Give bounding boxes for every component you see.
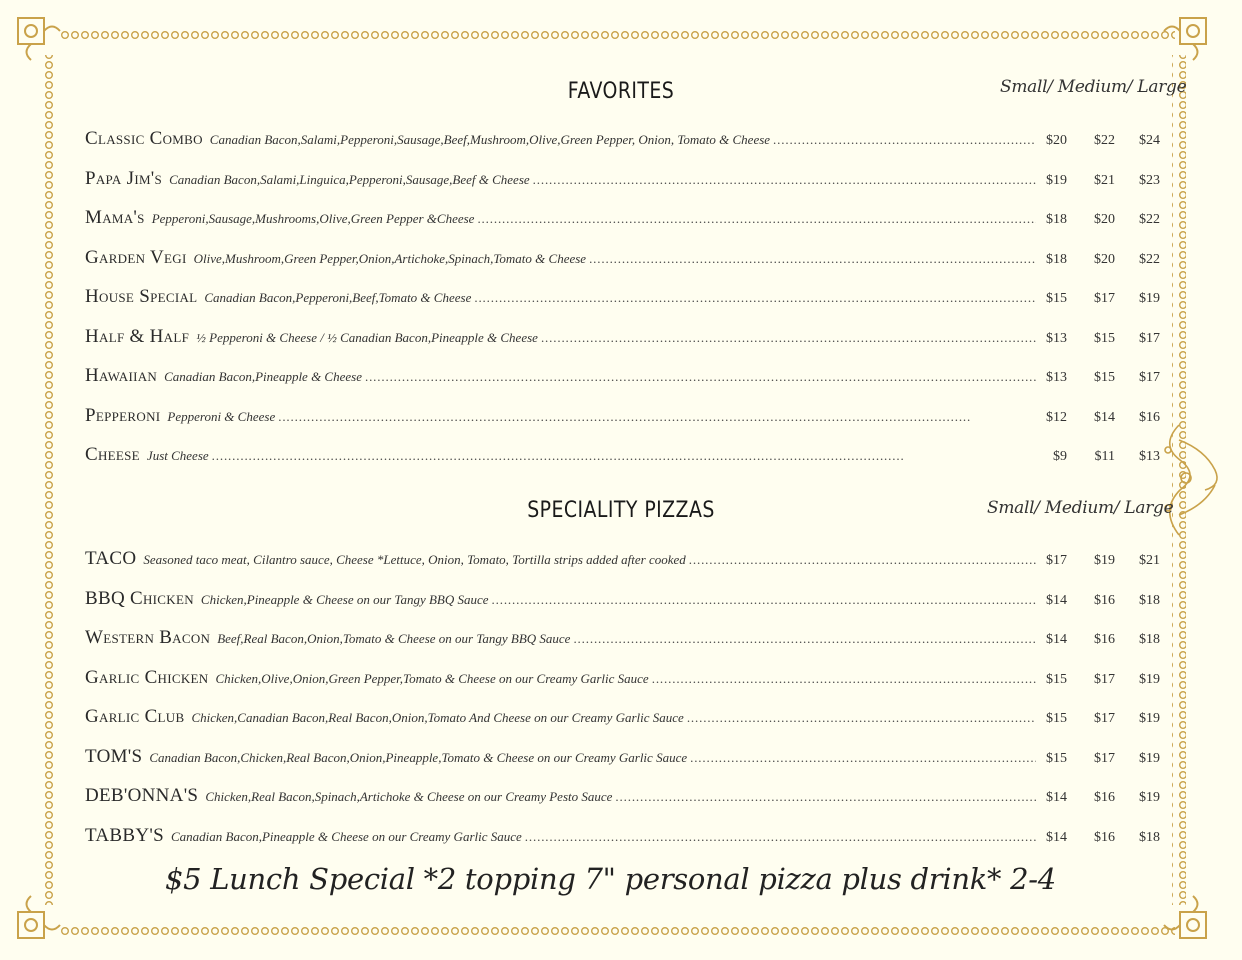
item-description: Canadian Bacon,Salami,Pepperoni,Sausage,Beef,Mushroom,Olive,Green Pepper, Onion, Tomato & Cheese bbox=[209, 132, 771, 147]
price-small: $14 bbox=[1046, 632, 1067, 647]
dot-leader bbox=[615, 789, 1036, 805]
dot-leader bbox=[278, 409, 1036, 425]
item-name: TOM'S bbox=[85, 745, 143, 767]
price-small: $18 bbox=[1046, 251, 1067, 267]
dot-leader bbox=[541, 330, 1036, 346]
price-large: $13 bbox=[1139, 449, 1160, 464]
dot-leader bbox=[212, 448, 1036, 464]
section-title-favorites: FAVORITES bbox=[567, 79, 675, 104]
size-header-speciality: Small/ Medium/ Large bbox=[987, 498, 1174, 518]
menu-item-row bbox=[85, 667, 1160, 693]
menu-item-row bbox=[85, 168, 1160, 194]
item-name: Cheese bbox=[85, 444, 140, 465]
menu-item-row bbox=[85, 326, 1160, 352]
item-name: TACO bbox=[85, 548, 137, 569]
item-name: TABBY'S bbox=[85, 824, 164, 846]
dot-leader bbox=[474, 290, 1036, 306]
item-description: Pepperoni,Sausage,Mushrooms,Olive,Green Pepper &Cheese bbox=[151, 211, 475, 226]
item-description: Chicken,Olive,Onion,Green Pepper,Tomato & Cheese on our Creamy Garlic Sauce bbox=[215, 670, 649, 686]
price-small: $19 bbox=[1046, 172, 1067, 188]
lunch-special-banner: $5 Lunch Special *2 topping 7" personal pizza plus drink* 2-4 bbox=[165, 862, 1056, 896]
price-medium: $17 bbox=[1094, 291, 1115, 306]
item-description: Canadian Bacon,Pineapple & Cheese on our Creamy Garlic Sauce bbox=[170, 828, 522, 844]
price-medium: $22 bbox=[1094, 133, 1115, 148]
item-description: ½ Pepperoni & Cheese / ½ Canadian Bacon,Pineapple & Cheese bbox=[196, 329, 538, 345]
price-large: $19 bbox=[1139, 291, 1160, 306]
price-medium: $11 bbox=[1094, 449, 1115, 464]
price-medium: $17 bbox=[1094, 671, 1115, 687]
price-medium: $20 bbox=[1094, 212, 1115, 227]
price-medium: $15 bbox=[1094, 330, 1115, 346]
item-name: Garlic Chicken bbox=[85, 666, 209, 688]
menu-item-row bbox=[85, 128, 1160, 154]
price-large: $19 bbox=[1139, 711, 1160, 726]
item-name: Papa Jim's bbox=[85, 167, 163, 189]
menu-item-row bbox=[85, 785, 1160, 811]
item-name: Mama's bbox=[85, 207, 145, 228]
dot-leader bbox=[477, 211, 1036, 227]
menu-item-row bbox=[85, 405, 1160, 431]
dot-leader bbox=[533, 172, 1036, 188]
item-description: Canadian Bacon,Pepperoni,Beef,Tomato & Cheese bbox=[204, 290, 472, 305]
item-description: Chicken,Real Bacon,Spinach,Artichoke & Cheese on our Creamy Pesto Sauce bbox=[205, 789, 613, 804]
dot-leader bbox=[589, 251, 1036, 267]
price-small: $14 bbox=[1046, 790, 1067, 805]
price-large: $18 bbox=[1139, 829, 1160, 845]
price-medium: $19 bbox=[1094, 553, 1115, 568]
item-name: Pepperoni bbox=[85, 404, 161, 426]
size-header-favorites: Small/ Medium/ Large bbox=[1000, 77, 1187, 97]
price-small: $9 bbox=[1053, 449, 1067, 464]
menu-item-row bbox=[85, 746, 1160, 772]
item-name: Half & Half bbox=[85, 325, 190, 347]
price-medium: $16 bbox=[1094, 592, 1115, 608]
menu-item-row bbox=[85, 627, 1160, 653]
item-description: Canadian Bacon,Chicken,Real Bacon,Onion,Pineapple,Tomato & Cheese on our Creamy Garlic Sauce bbox=[149, 749, 688, 765]
price-large: $21 bbox=[1139, 553, 1160, 568]
item-name: Garden Vegi bbox=[85, 246, 187, 268]
price-small: $17 bbox=[1046, 553, 1067, 568]
dot-leader bbox=[773, 132, 1036, 148]
price-small: $18 bbox=[1046, 212, 1067, 227]
menu-item-row bbox=[85, 286, 1160, 312]
item-name: Western Bacon bbox=[85, 627, 211, 648]
item-name: Classic Combo bbox=[85, 128, 203, 149]
item-name: House Special bbox=[85, 286, 198, 307]
price-medium: $15 bbox=[1094, 370, 1115, 385]
menu-item-row bbox=[85, 365, 1160, 391]
menu-item-row bbox=[85, 548, 1160, 574]
price-large: $19 bbox=[1139, 750, 1160, 766]
item-description: Pepperoni & Cheese bbox=[167, 408, 276, 424]
price-small: $15 bbox=[1046, 711, 1067, 726]
item-description: Beef,Real Bacon,Onion,Tomato & Cheese on our Tangy BBQ Sauce bbox=[217, 631, 571, 646]
price-small: $20 bbox=[1046, 133, 1067, 148]
price-medium: $17 bbox=[1094, 750, 1115, 766]
price-large: $17 bbox=[1139, 330, 1160, 346]
price-large: $19 bbox=[1139, 671, 1160, 687]
dot-leader bbox=[573, 631, 1036, 647]
item-description: Chicken,Pineapple & Cheese on our Tangy BBQ Sauce bbox=[200, 591, 489, 607]
price-medium: $14 bbox=[1094, 409, 1115, 425]
menu-item-row bbox=[85, 706, 1160, 732]
dot-leader bbox=[689, 552, 1036, 568]
item-description: Canadian Bacon,Pineapple & Cheese bbox=[164, 369, 362, 384]
price-medium: $21 bbox=[1094, 172, 1115, 188]
price-large: $23 bbox=[1139, 172, 1160, 188]
price-large: $17 bbox=[1139, 370, 1160, 385]
menu-item-row bbox=[85, 588, 1160, 614]
section-title-speciality: SPECIALITY PIZZAS bbox=[527, 498, 715, 523]
item-name: DEB'ONNA'S bbox=[85, 785, 199, 806]
price-medium: $17 bbox=[1094, 711, 1115, 726]
dot-leader bbox=[365, 369, 1036, 385]
price-large: $19 bbox=[1139, 790, 1160, 805]
dot-leader bbox=[492, 592, 1036, 608]
price-large: $24 bbox=[1139, 133, 1160, 148]
price-small: $13 bbox=[1046, 330, 1067, 346]
price-medium: $16 bbox=[1094, 790, 1115, 805]
dot-leader bbox=[687, 710, 1036, 726]
menu-item-row bbox=[85, 247, 1160, 273]
corner-ornament-tl bbox=[18, 18, 60, 60]
price-small: $14 bbox=[1046, 592, 1067, 608]
price-medium: $16 bbox=[1094, 829, 1115, 845]
dot-leader bbox=[690, 750, 1036, 766]
item-description: Seasoned taco meat, Cilantro sauce, Cheese *Lettuce, Onion, Tomato, Tortilla strips added after cooked bbox=[143, 552, 686, 567]
price-large: $18 bbox=[1139, 632, 1160, 647]
price-medium: $20 bbox=[1094, 251, 1115, 267]
menu-item-row bbox=[85, 207, 1160, 233]
price-small: $15 bbox=[1046, 750, 1067, 766]
price-large: $16 bbox=[1139, 409, 1160, 425]
price-small: $12 bbox=[1046, 409, 1067, 425]
item-name: Garlic Club bbox=[85, 706, 185, 727]
menu-item-row bbox=[85, 825, 1160, 851]
item-name: BBQ Chicken bbox=[85, 587, 194, 609]
price-small: $14 bbox=[1046, 829, 1067, 845]
price-small: $15 bbox=[1046, 671, 1067, 687]
price-medium: $16 bbox=[1094, 632, 1115, 647]
price-small: $13 bbox=[1046, 370, 1067, 385]
item-description: Olive,Mushroom,Green Pepper,Onion,Artichoke,Spinach,Tomato & Cheese bbox=[193, 250, 587, 266]
item-description: Chicken,Canadian Bacon,Real Bacon,Onion,Tomato And Cheese on our Creamy Garlic Sauce bbox=[191, 710, 684, 725]
price-small: $15 bbox=[1046, 291, 1067, 306]
menu-item-row bbox=[85, 444, 1160, 470]
price-large: $22 bbox=[1139, 251, 1160, 267]
item-description: Just Cheese bbox=[146, 448, 209, 463]
price-large: $22 bbox=[1139, 212, 1160, 227]
price-large: $18 bbox=[1139, 592, 1160, 608]
dot-leader bbox=[525, 829, 1036, 845]
dot-leader bbox=[652, 671, 1036, 687]
item-description: Canadian Bacon,Salami,Linguica,Pepperoni,Sausage,Beef & Cheese bbox=[169, 171, 530, 187]
item-name: Hawaiian bbox=[85, 365, 158, 386]
